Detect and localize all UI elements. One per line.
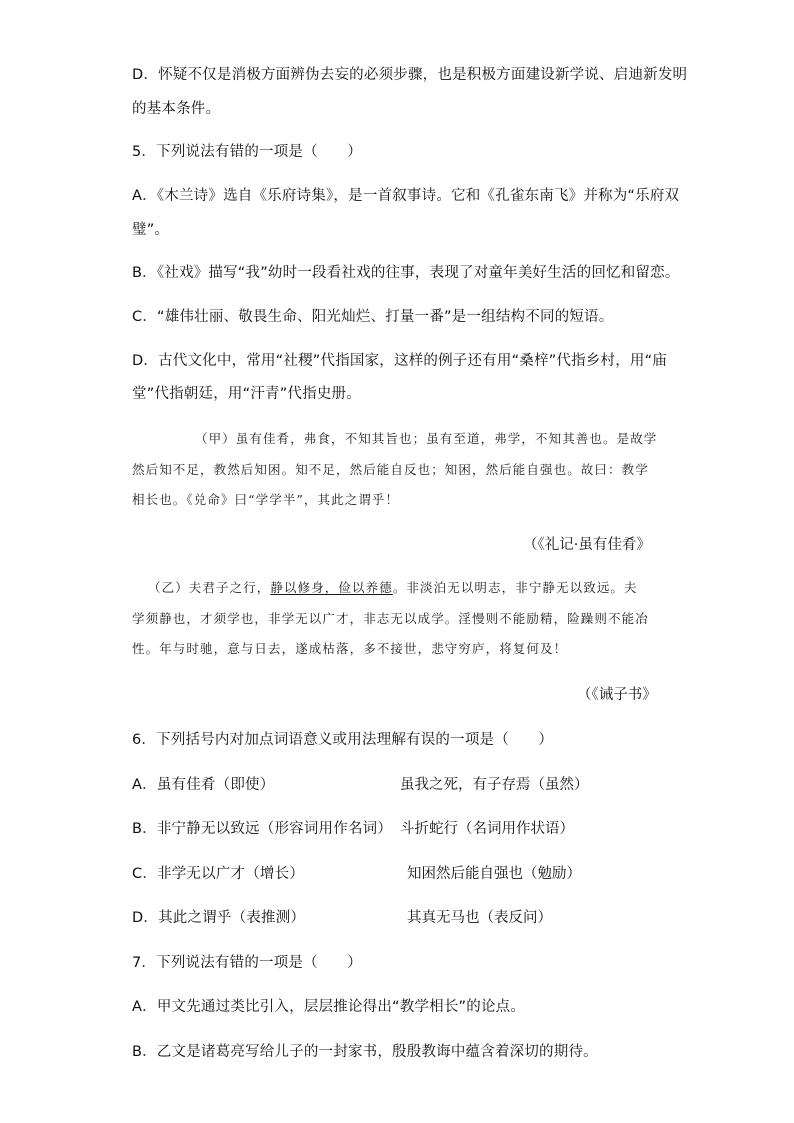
q6-stem: 6．下列括号内对加点词语意义或用法理解有误的一项是（ ）	[132, 732, 554, 748]
q6-option-b-left: B．非宁静无以致远（形容词用作名词）	[132, 821, 393, 837]
q4-option-d-line2: 的基本条件。	[132, 101, 221, 117]
q5-option-d-line2: 堂”代指朝廷，用“汗青”代指史册。	[132, 386, 361, 402]
passage-yi-line1-start: （乙）夫君子之行，	[148, 580, 271, 595]
passage-yi-line1	[148, 580, 638, 596]
q6-option-c-left: C．非学无以广才（增长）	[132, 866, 305, 882]
q5-option-d-line1: D．古代文化中，常用“社稷”代指国家，这样的例子还有用“桑梓”代指乡村，用“庙	[132, 353, 668, 369]
q7-option-b: B．乙文是诸葛亮写给儿子的一封家书，殷殷教诲中蕴含着深切的期待。	[132, 1044, 598, 1060]
passage-yi-line2: 学须静也，才须学也，非学无以广才，非志无以成学。淫慢则不能励精，险躁则不能冶	[132, 611, 649, 626]
q6-option-a-left: A．虽有佳肴（即使）	[132, 777, 275, 793]
passage-yi-source: （《诫子书》	[577, 687, 657, 703]
passage-jia-source: （《礼记·虽有佳肴》	[523, 537, 651, 553]
q5-option-a-line1: A．《木兰诗》选自《乐府诗集》，是一首叙事诗。它和《孔雀东南飞》并称为“乐府双	[132, 188, 680, 204]
passage-yi-underlined-phrase: 静以修身，俭以养德	[270, 580, 393, 595]
q4-option-d-line1: D．怀疑不仅是消极方面辨伪去妄的必须步骤，也是积极方面建设新学说、启迪新发明	[132, 67, 688, 83]
q7-stem: 7．下列说法有错的一项是（ ）	[132, 955, 362, 971]
passage-yi-line3: 性。年与时驰，意与日去，遂成枯落，多不接世，悲守穷庐，将复何及！	[132, 641, 568, 656]
q5-stem: 5．下列说法有错的一项是（ ）	[132, 144, 362, 160]
q6-option-a-right: 虽我之死，有子存焉（虽然）	[400, 777, 589, 793]
q7-option-a: A．甲文先通过类比引入，层层推论得出“教学相长”的论点。	[132, 999, 526, 1015]
passage-yi-line1-end: 。非淡泊无以明志，非宁静无以致远。夫	[392, 580, 638, 595]
q6-option-c-right: 知困然后能自强也（勉励）	[407, 866, 581, 882]
q6-option-b-right: 斗折蛇行（名词用作状语）	[400, 821, 574, 837]
q5-option-a-line2: 璧”。	[132, 222, 170, 238]
q5-option-b: B．《社戏》描写“我”幼时一段看社戏的往事，表现了对童年美好生活的回忆和留恋。	[132, 265, 680, 281]
passage-jia-line1: （甲）虽有佳肴，弗食，不知其旨也；虽有至道，弗学，不知其善也。是故学	[195, 431, 658, 446]
passage-jia-line2: 然后知不足，教然后知困。知不足，然后能自反也；知困，然后能自强也。故曰：教学	[132, 462, 649, 477]
passage-jia-line3: 相长也。《兑命》曰“学学半”，其此之谓乎！	[132, 492, 400, 507]
q5-option-c: C．“雄伟壮丽、敬畏生命、阳光灿烂、打量一番”是一组结构不同的短语。	[132, 309, 614, 325]
q6-option-d-left: D．其此之谓乎（表推测）	[132, 910, 306, 926]
q6-option-d-right: 其真无马也（表反问）	[407, 910, 552, 926]
